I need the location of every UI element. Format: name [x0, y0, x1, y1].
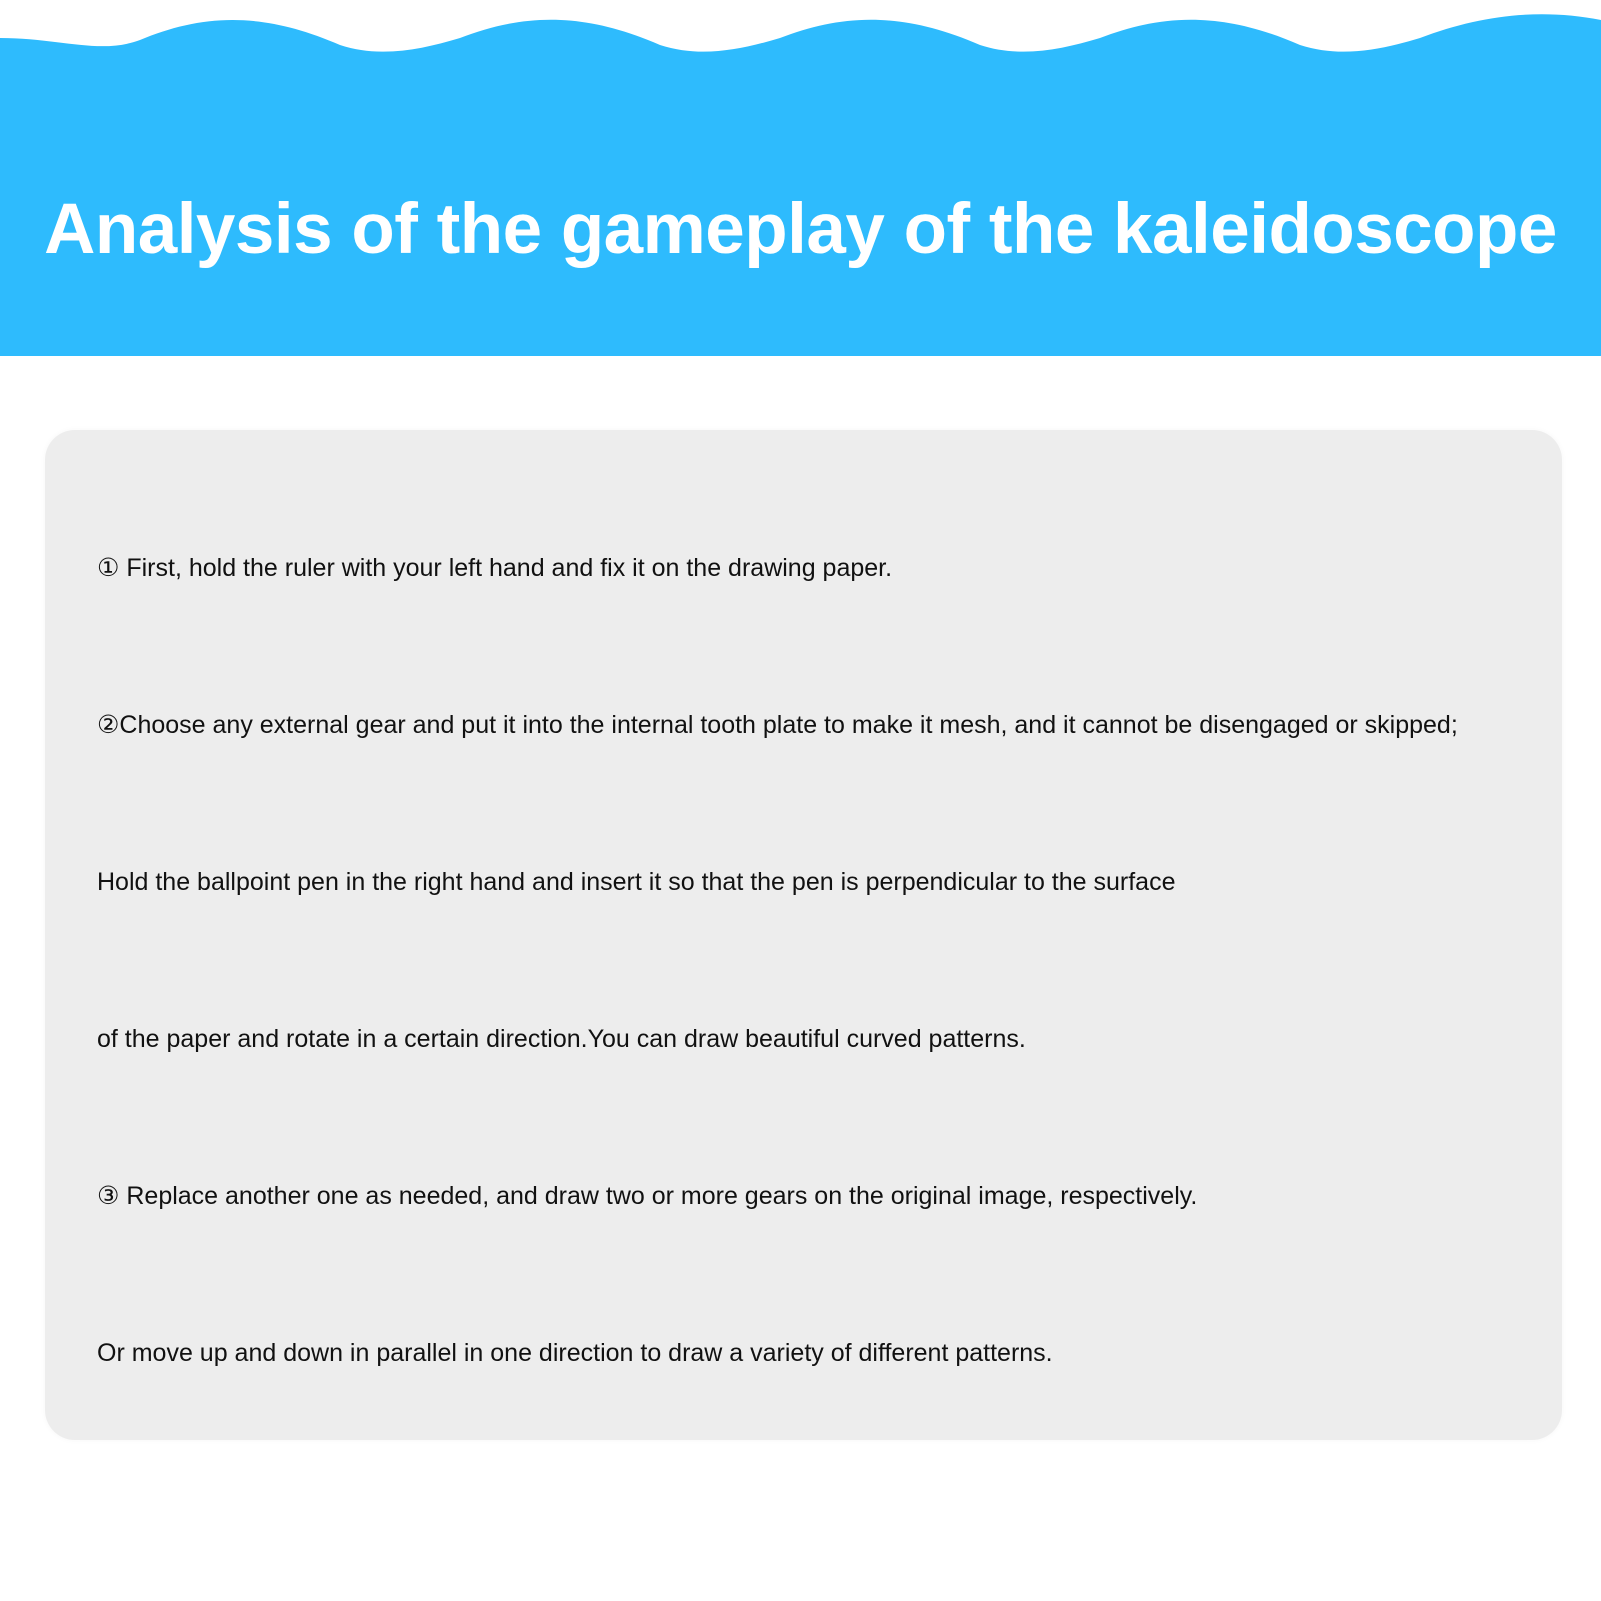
instruction-step-1: ① First, hold the ruler with your left hand and fix it on the drawing paper.: [97, 554, 893, 582]
wave-banner-shape: [0, 0, 1601, 356]
instruction-step-2-detail-cont: of the paper and rotate in a certain direction.You can draw beautiful curved patterns.: [97, 1025, 1026, 1053]
page-title: Analysis of the gameplay of the kaleidoscope: [44, 190, 1557, 269]
instruction-step-3-detail: Or move up and down in parallel in one direction to draw a variety of different patterns.: [97, 1339, 1053, 1367]
instruction-step-3: ③ Replace another one as needed, and draw two or more gears on the original image, respectively.: [97, 1182, 1198, 1210]
instruction-step-2: ②Choose any external gear and put it into the internal tooth plate to make it mesh, and it cannot be disengaged or skipped;: [97, 711, 1458, 739]
instructions-panel: [45, 430, 1562, 1440]
instruction-step-2-detail: Hold the ballpoint pen in the right hand and insert it so that the pen is perpendicular to the surface: [97, 868, 1176, 896]
header-banner: [0, 0, 1601, 356]
